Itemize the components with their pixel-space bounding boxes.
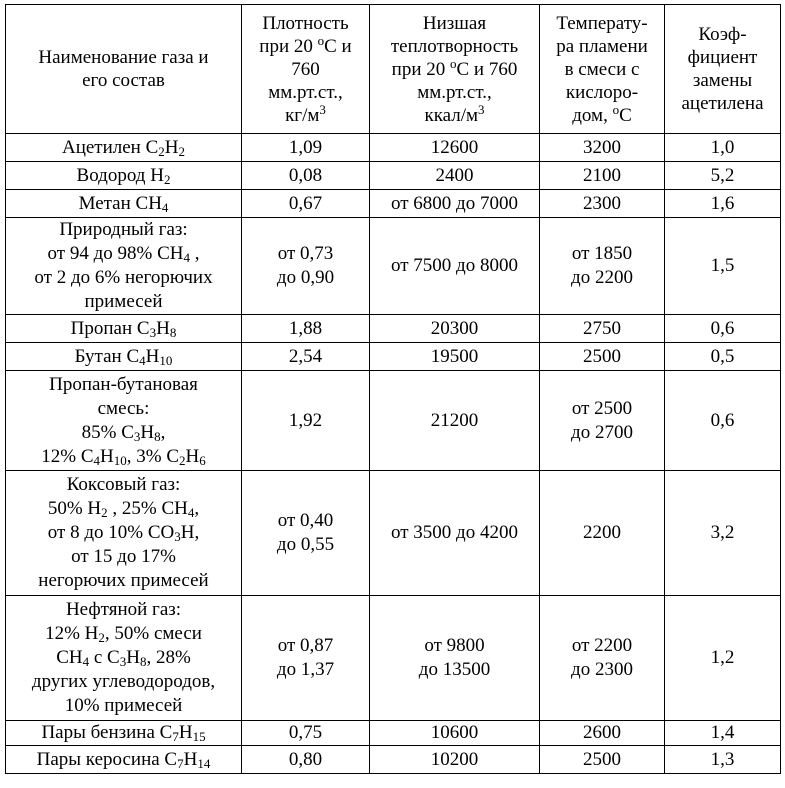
cell-density [242,190,370,218]
cell-name-line: Пары керосина $C_7H_{14}$ [36,748,211,771]
cell-temp [540,371,665,471]
cell-density [242,162,370,190]
cell-heat [370,343,540,371]
cell-name-line: 12% $C_4H_{10}$, 3% $C_2H_6$ [41,445,206,468]
cell-temp [540,218,665,315]
cell-name [6,721,242,746]
cell-density-line: от 0,40 [277,510,334,531]
cell-temp [540,343,665,371]
cell-name-line: от 2 до 6% негорючих [34,267,213,288]
cell-name-line: Коксовый газ: [66,474,181,495]
cell-temp-line: от 2200 [571,635,633,656]
header-heat [370,5,540,134]
cell-density [242,134,370,162]
header-temp-line: дом, $^o$С [572,101,632,126]
header-coef-line: ацетилена [681,93,764,114]
cell-name-line: от 8 до 10% $CO_3H$, [47,522,200,544]
table-row [6,343,781,371]
header-coef-line: замены [692,70,753,91]
cell-coef: 1,6 [665,190,781,218]
cell-name-line: Пропан $C_3H_8$ [70,317,177,340]
cell-heat-line: 19500 [430,345,479,367]
header-heat-line: Низшая [422,12,487,34]
cell-temp [540,746,665,774]
cell-name-line: других углеводородов, [31,671,216,692]
header-density-line: Плотность [262,12,349,34]
cell-density-line: 1,09 [288,136,323,158]
cell-density [242,218,370,315]
cell-name [6,471,242,596]
cell-name [6,218,242,315]
table-row [6,315,781,343]
cell-density-line: до 0,55 [276,534,335,555]
cell-name [6,371,242,471]
cell-density-line: до 1,37 [276,659,335,680]
cell-temp-line: от 1850 [571,243,633,264]
cell-temp-line: до 2700 [571,421,633,443]
cell-name-line: Пропан-бутановая [49,373,198,395]
cell-temp-line: 2500 [583,748,621,770]
cell-density-line: 0,80 [288,748,323,770]
cell-heat-line: 2400 [435,164,474,186]
cell-name [6,746,242,774]
cell-coef: 1,0 [665,134,781,162]
cell-name-line: 85% $C_3H_8$, [81,421,166,444]
cell-name-line: негорючих примесей [38,570,209,591]
table-row [6,596,781,721]
cell-name [6,134,242,162]
cell-name [6,162,242,190]
cell-name-line: Ацетилен $C_2H_2$ [61,136,186,159]
cell-name-line: 50% $H_2$ , 25% $CH_4$, [47,498,200,520]
cell-coef: 1,4 [665,721,781,746]
cell-heat-line: от 3500 до 4200 [391,522,518,543]
cell-heat [370,162,540,190]
cell-coef: 1,5 [665,218,781,315]
cell-name-line: Пары бензина $C_7H_{15}$ [41,722,206,744]
cell-name-line: Метан $CH_4$ [78,192,169,215]
cell-temp-line: до 2200 [571,267,633,288]
cell-temp [540,315,665,343]
cell-heat [370,746,540,774]
header-heat-line: мм.рт.ст., [417,81,492,103]
table-row [6,190,781,218]
table-row [6,721,781,746]
header-temp-line: ра пламени [556,35,648,57]
header-heat-line: теплотворность [390,35,519,57]
cell-density-line: 2,54 [288,345,323,367]
cell-heat-line: от 6800 до 7000 [391,192,518,214]
header-temp [540,5,665,134]
cell-heat-line: 10200 [430,748,479,770]
cell-temp-line: от 2500 [571,397,633,419]
header-density-line: $кг/м^3$ [285,101,326,126]
cell-density-line: 0,75 [288,722,323,743]
cell-coef: 1,2 [665,596,781,721]
table-row [6,162,781,190]
cell-heat-line: 20300 [430,317,479,339]
header-coef-line: фициент [687,47,758,68]
cell-name-line: $CH_4$ с $C_3H_8$, 28% [56,647,191,669]
cell-coef: 0,6 [665,371,781,471]
cell-heat-line: от 9800 [424,635,485,656]
cell-name-line: Нефтяной газ: [65,599,182,620]
cell-temp-line: 2600 [583,722,621,743]
header-coef [665,5,781,134]
cell-density-line: 1,92 [288,409,323,431]
header-name-line: Наименование газа и [38,47,209,68]
cell-density-line: от 0,73 [277,243,334,264]
cell-temp [540,596,665,721]
cell-name [6,596,242,721]
cell-name-line: от 15 до 17% [71,546,176,567]
header-density-line: мм.рт.ст., [268,81,343,103]
cell-temp-line: 3200 [583,136,621,158]
cell-density-line: 0,08 [288,164,323,186]
cell-density [242,721,370,746]
cell-temp-line: 2750 [583,317,621,339]
cell-density [242,471,370,596]
table-body [6,134,781,774]
cell-temp [540,721,665,746]
cell-coef: 5,2 [665,162,781,190]
cell-heat [370,721,540,746]
table-row [6,471,781,596]
cell-density [242,315,370,343]
header-row [6,5,781,134]
cell-heat [370,134,540,162]
table-row [6,371,781,471]
header-density-line: 760 [291,58,320,80]
cell-coef: 0,6 [665,315,781,343]
cell-density-line: 1,88 [288,317,323,339]
cell-name-line: Природный газ: [59,219,188,240]
header-density-line: при 20 $^o$С и [259,32,352,57]
cell-density-line: 0,67 [288,192,323,214]
gas-properties-table [5,4,781,774]
cell-density [242,371,370,471]
cell-name [6,343,242,371]
cell-density [242,343,370,371]
cell-density [242,746,370,774]
cell-name-line: смесь: [97,397,150,419]
cell-temp-line: до 2300 [571,659,633,680]
cell-density [242,596,370,721]
cell-temp [540,134,665,162]
cell-heat-line: до 13500 [418,659,491,680]
cell-name-line: 10% примесей [64,695,183,716]
cell-name-line: 12% $H_2$, 50% смеси [45,623,202,645]
header-name-line: его состав [82,70,165,91]
header-heat-line: ккал/$м^3$ [424,101,485,126]
header-heat-line: при 20 $^o$С и 760 [391,55,518,80]
table-row [6,746,781,774]
cell-heat [370,190,540,218]
cell-heat [370,218,540,315]
cell-temp-line: 2200 [583,522,621,543]
cell-coef: 1,3 [665,746,781,774]
cell-heat [370,315,540,343]
header-name [6,5,242,134]
cell-coef: 0,5 [665,343,781,371]
cell-heat [370,596,540,721]
cell-heat-line: 10600 [430,722,479,743]
cell-heat-line: 12600 [430,136,479,158]
cell-name [6,315,242,343]
cell-name [6,190,242,218]
cell-heat [370,471,540,596]
cell-temp-line: 2500 [583,345,621,367]
header-density [242,5,370,134]
cell-name-line: Водород $H_2$ [76,164,171,187]
cell-temp [540,162,665,190]
header-temp-line: кислоро- [565,81,639,103]
cell-temp [540,190,665,218]
cell-name-line: Бутан $C_4H_{10}$ [74,345,173,368]
cell-heat-line: от 7500 до 8000 [391,255,518,276]
cell-name-line: примесей [84,291,163,312]
cell-temp-line: 2100 [583,164,621,186]
cell-density-line: от 0,87 [277,635,334,656]
header-coef-line: Коэф- [698,24,747,45]
cell-heat [370,371,540,471]
cell-name-line: от 94 до 98% $CH_4$ , [47,243,200,265]
cell-density-line: до 0,90 [276,267,335,288]
cell-temp [540,471,665,596]
header-temp-line: в смеси с [564,58,640,80]
cell-coef: 3,2 [665,471,781,596]
table-row [6,134,781,162]
cell-temp-line: 2300 [583,192,621,214]
header-temp-line: Температу- [556,12,648,34]
cell-heat-line: 21200 [430,409,479,431]
table-row [6,218,781,315]
